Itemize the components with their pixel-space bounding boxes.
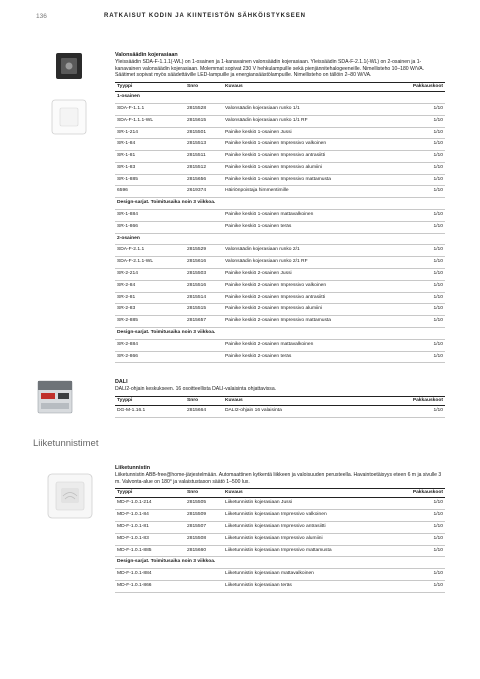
cell-snro — [185, 221, 223, 233]
group-label: 2-osainen — [115, 233, 445, 245]
cell-typpi: MD-F-1.0.1-81 — [115, 522, 185, 534]
cell-pakkauskoot: 1/10 — [395, 316, 445, 328]
section-title: Liiketunnistin — [115, 465, 151, 471]
cell-snro: 2815656 — [185, 174, 223, 186]
section-title: DALI — [115, 379, 128, 385]
cell-pakkauskoot: 1/10 — [395, 405, 445, 417]
table-row — [115, 103, 445, 115]
cell-kuvaus: Liiketunnistin kojerasiaan mattavalkoinen — [223, 569, 395, 581]
cell-snro: 2815529 — [185, 245, 223, 257]
cell-pakkauskoot: 1/10 — [395, 174, 445, 186]
page-header: RATKAISUT KODIN JA KIINTEISTÖN SÄHKÖISTYKSEEN — [104, 13, 306, 19]
table-row — [115, 316, 445, 328]
table-row — [115, 533, 445, 545]
cell-snro — [185, 351, 223, 363]
col-pakkauskoot: Pakkauskoot — [395, 83, 445, 92]
cell-typpi: SDA-F-2.1.1 — [115, 245, 185, 257]
cell-kuvaus: Valonsäädin kojerasiaan runko 1/1 RF — [223, 115, 395, 127]
group-label: Design-sarjat. Toimitusaika noin 3 viikkoa. — [115, 198, 445, 210]
cell-typpi: DG-M-1.16.1 — [115, 405, 185, 417]
cell-pakkauskoot: 1/10 — [395, 339, 445, 351]
cell-snro — [185, 339, 223, 351]
cell-kuvaus: Liiketunnistin kojerasiaan Jussi — [223, 498, 395, 510]
section-dali — [115, 379, 445, 418]
cell-snro: 2815515 — [185, 304, 223, 316]
cell-snro: 2815660 — [185, 545, 223, 557]
cell-kuvaus: Painike keskiö 2-osainen Impressivo antrasiitti — [223, 292, 395, 304]
table-row — [115, 280, 445, 292]
cell-kuvaus: Painike keskiö 2-osainen Impressivo valkoinen — [223, 280, 395, 292]
section-description: Liiketunnistin ABB-free@home-järjestelmään. Automaattinen kytkentä liikkeen ja valoisuuden perusteella. Havaintoetäisyys eteen 6 m ja sivulle 3 m. Valvonta-alue on 180° ja valaistustason säätö 1–500 lux. — [115, 472, 442, 485]
cell-kuvaus: Painike keskiö 1-osainen Impressivo antrasiitti — [223, 151, 395, 163]
page-number: 136 — [36, 13, 47, 20]
cell-typpi: 6596 — [115, 186, 185, 198]
table-row — [115, 127, 445, 139]
table-row — [115, 257, 445, 269]
table-row — [115, 221, 445, 233]
group-label: Design-sarjat. Toimitusaika noin 3 viikkoa. — [115, 328, 445, 340]
table-row — [115, 269, 445, 281]
cell-typpi: SDA-F-1.1.1 — [115, 103, 185, 115]
cell-typpi: SDA-F-2.1.1-WL — [115, 257, 185, 269]
product-table — [115, 488, 445, 592]
cell-kuvaus: Painike keskiö 2-osainen Impressivo alumiini — [223, 304, 395, 316]
section-valonsaadin — [115, 52, 445, 363]
cell-snro: 2815501 — [185, 127, 223, 139]
product-table — [115, 396, 445, 418]
cell-pakkauskoot: 1/10 — [395, 210, 445, 222]
cell-pakkauskoot: 1/10 — [395, 280, 445, 292]
table-row — [115, 210, 445, 222]
cell-typpi: SR-2-866 — [115, 351, 185, 363]
col-snro: Snro — [185, 489, 223, 498]
cell-snro: 2815512 — [185, 162, 223, 174]
table-row — [115, 245, 445, 257]
cell-typpi: SR-1-84 — [115, 139, 185, 151]
cell-snro: 2815657 — [185, 316, 223, 328]
col-kuvaus: Kuvaus — [223, 83, 395, 92]
col-kuvaus: Kuvaus — [223, 396, 395, 405]
table-row — [115, 569, 445, 581]
dimmer-product-image — [36, 50, 106, 140]
cell-typpi: SR-2-83 — [115, 304, 185, 316]
cell-snro: 2815513 — [185, 139, 223, 151]
cell-pakkauskoot: 1/10 — [395, 115, 445, 127]
cell-pakkauskoot: 1/10 — [395, 292, 445, 304]
cell-pakkauskoot: 1/10 — [395, 245, 445, 257]
cell-kuvaus: Valonsäädin kojerasiaan runko 1/1 — [223, 103, 395, 115]
product-table — [115, 82, 445, 363]
cell-snro: 2815615 — [185, 115, 223, 127]
table-row — [115, 405, 445, 417]
cell-pakkauskoot: 1/10 — [395, 304, 445, 316]
group-row — [115, 233, 445, 245]
section-title: Valonsäädin kojerasiaan — [115, 52, 178, 58]
cell-pakkauskoot: 1/10 — [395, 522, 445, 534]
group-row — [115, 198, 445, 210]
cell-typpi: MD-F-1.0.1-866 — [115, 580, 185, 592]
col-kuvaus: Kuvaus — [223, 489, 395, 498]
cell-kuvaus: Liiketunnistin kojerasiaan Impressivo valkoinen — [223, 510, 395, 522]
cell-pakkauskoot: 1/10 — [395, 580, 445, 592]
cell-snro: 2815664 — [185, 405, 223, 417]
cell-kuvaus: Valonsäädin kojerasiaan runko 2/1 — [223, 245, 395, 257]
cell-pakkauskoot: 1/10 — [395, 351, 445, 363]
table-row — [115, 304, 445, 316]
cell-typpi: SR-2-81 — [115, 292, 185, 304]
cell-kuvaus: Painike keskiö 1-osainen Impressivo valkoinen — [223, 139, 395, 151]
cell-kuvaus: Valonsäädin kojerasiaan runko 2/1 RF — [223, 257, 395, 269]
cell-snro: 2815516 — [185, 280, 223, 292]
cell-snro — [185, 580, 223, 592]
table-row — [115, 510, 445, 522]
cell-snro: 2619374 — [185, 186, 223, 198]
cell-pakkauskoot: 1/10 — [395, 569, 445, 581]
group-row — [115, 328, 445, 340]
table-row — [115, 292, 445, 304]
cell-kuvaus: Liiketunnistin kojerasiaan Impressivo mattamusta — [223, 545, 395, 557]
cell-snro — [185, 569, 223, 581]
cell-typpi: SR-2-214 — [115, 269, 185, 281]
cell-typpi: SR-1-884 — [115, 210, 185, 222]
cell-typpi: SR-1-81 — [115, 151, 185, 163]
cell-kuvaus: Liiketunnistin kojerasiaan Impressivo antrasiitti — [223, 522, 395, 534]
cell-pakkauskoot: 1/10 — [395, 545, 445, 557]
table-row — [115, 186, 445, 198]
cell-kuvaus: DALI2-ohjain 16 valaisinta — [223, 405, 395, 417]
cell-typpi: SR-2-885 — [115, 316, 185, 328]
cell-kuvaus: Painike keskiö 2-osainen Impressivo mattamusta — [223, 316, 395, 328]
cell-typpi: SR-1-866 — [115, 221, 185, 233]
cell-typpi: SR-2-84 — [115, 280, 185, 292]
cell-typpi: MD-F-1.0.1-884 — [115, 569, 185, 581]
motion-sensor-image — [44, 472, 98, 524]
col-typpi: Tyyppi — [115, 83, 185, 92]
cell-snro: 2815507 — [185, 522, 223, 534]
cell-snro: 2815505 — [185, 498, 223, 510]
cell-typpi: MD-F-1.0.1-885 — [115, 545, 185, 557]
cell-snro: 2815511 — [185, 151, 223, 163]
col-typpi: Tyyppi — [115, 396, 185, 405]
cell-snro: 2815528 — [185, 103, 223, 115]
table-row — [115, 522, 445, 534]
cell-pakkauskoot: 1/10 — [395, 533, 445, 545]
group-label: Design-sarjat. Toimitusaika noin 3 viikkoa. — [115, 557, 445, 569]
cell-pakkauskoot: 1/10 — [395, 162, 445, 174]
side-label: Liiketunnistimet — [33, 438, 99, 449]
cell-pakkauskoot: 1/10 — [395, 139, 445, 151]
table-row — [115, 580, 445, 592]
cell-kuvaus: Häiriönpoistaja himmentimille — [223, 186, 395, 198]
cell-pakkauskoot: 1/10 — [395, 103, 445, 115]
cell-kuvaus: Painike keskiö 2-osainen Jussi — [223, 269, 395, 281]
table-row — [115, 339, 445, 351]
cell-typpi: SR-2-884 — [115, 339, 185, 351]
table-row — [115, 498, 445, 510]
cell-kuvaus: Painike keskiö 1-osainen teräs — [223, 221, 395, 233]
cell-pakkauskoot: 1/10 — [395, 510, 445, 522]
cell-pakkauskoot: 1/10 — [395, 257, 445, 269]
table-row — [115, 351, 445, 363]
table-row — [115, 162, 445, 174]
group-row — [115, 557, 445, 569]
cell-pakkauskoot: 1/10 — [395, 186, 445, 198]
group-row — [115, 92, 445, 104]
cell-pakkauskoot: 1/10 — [395, 151, 445, 163]
col-snro: Snro — [185, 396, 223, 405]
cell-snro: 2815514 — [185, 292, 223, 304]
section-liiketunnistin — [115, 465, 445, 593]
cell-typpi: MD-F-1.0.1-214 — [115, 498, 185, 510]
cell-kuvaus: Painike keskiö 2-osainen teräs — [223, 351, 395, 363]
table-row — [115, 115, 445, 127]
dali-controller-image — [36, 375, 76, 417]
cell-typpi: SR-1-83 — [115, 162, 185, 174]
cell-kuvaus: Painike keskiö 1-osainen Impressivo mattamusta — [223, 174, 395, 186]
cell-snro: 2815503 — [185, 269, 223, 281]
cell-kuvaus: Liiketunnistin kojerasiaan teräs — [223, 580, 395, 592]
cell-pakkauskoot: 1/10 — [395, 221, 445, 233]
col-snro: Snro — [185, 83, 223, 92]
table-row — [115, 151, 445, 163]
cell-pakkauskoot: 1/10 — [395, 269, 445, 281]
cell-typpi: SR-1-885 — [115, 174, 185, 186]
cell-snro: 2815616 — [185, 257, 223, 269]
col-pakkauskoot: Pakkauskoot — [395, 489, 445, 498]
cell-kuvaus: Painike keskiö 1-osainen Jussi — [223, 127, 395, 139]
col-typpi: Tyyppi — [115, 489, 185, 498]
col-pakkauskoot: Pakkauskoot — [395, 396, 445, 405]
cell-typpi: SR-1-214 — [115, 127, 185, 139]
section-description: DALI2-ohjain keskukseen. 16 osoitteellista DALI-valaisinta ohjattavissa. — [115, 386, 277, 392]
cell-typpi: SDA-F-1.1.1-WL — [115, 115, 185, 127]
group-label: 1-osainen — [115, 92, 445, 104]
cell-pakkauskoot: 1/10 — [395, 127, 445, 139]
cell-snro: 2815508 — [185, 533, 223, 545]
cell-typpi: MD-F-1.0.1-83 — [115, 533, 185, 545]
cell-kuvaus: Liiketunnistin kojerasiaan Impressivo alumiini — [223, 533, 395, 545]
table-row — [115, 174, 445, 186]
cell-kuvaus: Painike keskiö 2-osainen mattavalkoinen — [223, 339, 395, 351]
cell-snro — [185, 210, 223, 222]
cell-pakkauskoot: 1/10 — [395, 498, 445, 510]
cell-kuvaus: Painike keskiö 1-osainen Impressivo alumiini — [223, 162, 395, 174]
section-description: Yleissäädin SDA-F-1.1.1(-WL) on 1-osainen ja 1-kanavainen valonsäädin kojerasiaan. Yleissäädin SDA-F-2.1.1(-WL) on 2-osainen ja 1-kanavainen valonsäädin kojerasiaan. Molemmat sopivat 230 V hehkulampuille sekä pienjännitehalogeeneille. Nimellisteho 10–180 W/VA. Säätimet sopivat myös säädettäville LED-lampuille ja energiansäästölampuille. Nimellisteho on tällöin 2–80 W/VA. — [115, 59, 425, 79]
cell-snro: 2815509 — [185, 510, 223, 522]
table-row — [115, 545, 445, 557]
cell-typpi: MD-F-1.0.1-84 — [115, 510, 185, 522]
table-row — [115, 139, 445, 151]
cell-kuvaus: Painike keskiö 1-osainen mattavalkoinen — [223, 210, 395, 222]
